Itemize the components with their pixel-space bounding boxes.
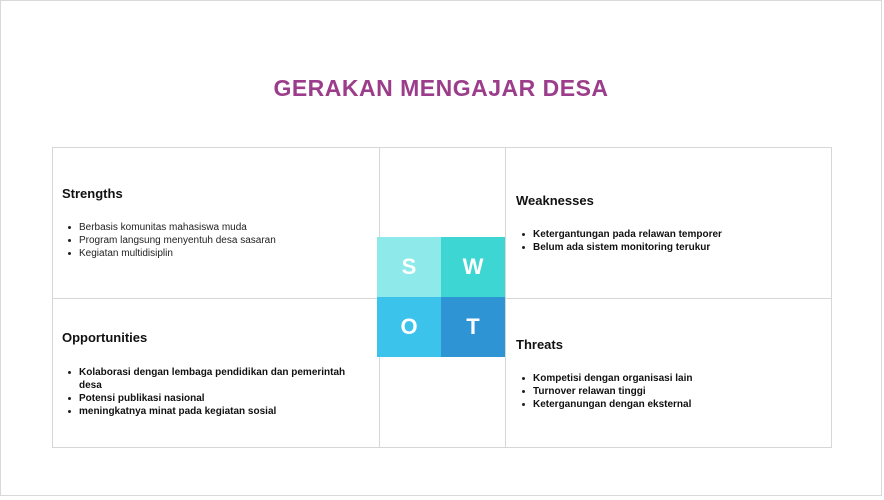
threats-list bbox=[516, 372, 816, 411]
opportunities-item: Potensi publikasi nasional bbox=[79, 392, 362, 405]
swot-tile-o: O bbox=[377, 297, 441, 357]
slide-title: GERAKAN MENGAJAR DESA bbox=[273, 75, 609, 101]
strengths-section bbox=[62, 186, 367, 260]
weaknesses-item: Ketergantungan pada relawan temporer bbox=[533, 228, 816, 241]
threats-heading: Threats bbox=[516, 337, 563, 352]
strengths-list bbox=[62, 221, 367, 260]
threats-item: Keterganungan dengan eksternal bbox=[533, 398, 816, 411]
opportunities-item: Kolaborasi dengan lembaga pendidikan dan pemerintah desa bbox=[79, 366, 362, 392]
swot-tile-s: S bbox=[377, 237, 441, 297]
opportunities-heading: Opportunities bbox=[62, 330, 148, 345]
strengths-heading: Strengths bbox=[62, 186, 123, 201]
grid-divider-h-right bbox=[505, 298, 831, 299]
weaknesses-section bbox=[516, 193, 816, 254]
strengths-item: Program langsung menyentuh desa sasaran bbox=[79, 234, 367, 247]
opportunities-section bbox=[62, 330, 362, 418]
weaknesses-heading: Weaknesses bbox=[516, 193, 594, 208]
threats-item: Turnover relawan tinggi bbox=[533, 385, 816, 398]
weaknesses-list bbox=[516, 228, 816, 254]
swot-tile-t: T bbox=[441, 297, 505, 357]
weaknesses-item: Belum ada sistem monitoring terukur bbox=[533, 241, 816, 254]
threats-section bbox=[516, 337, 816, 411]
opportunities-item: meningkatnya minat pada kegiatan sosial bbox=[79, 405, 362, 418]
swot-tile-w: W bbox=[441, 237, 505, 297]
grid-divider-h-left bbox=[53, 298, 379, 299]
opportunities-list bbox=[62, 366, 362, 418]
strengths-item: Berbasis komunitas mahasiswa muda bbox=[79, 221, 367, 234]
strengths-item: Kegiatan multidisiplin bbox=[79, 247, 367, 260]
threats-item: Kompetisi dengan organisasi lain bbox=[533, 372, 816, 385]
